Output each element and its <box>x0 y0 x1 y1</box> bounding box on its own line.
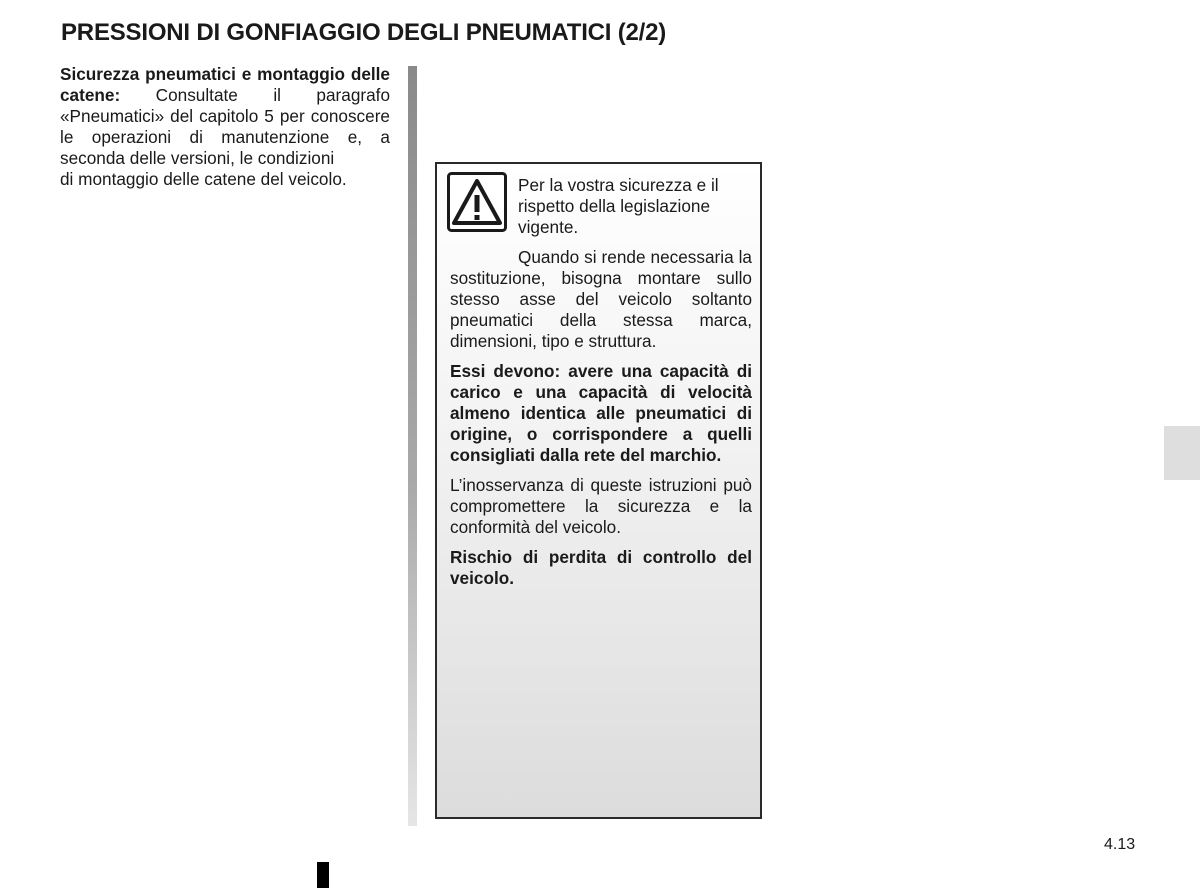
page-title: PRESSIONI DI GONFIAGGIO DEGLI PNEUMATICI (2/2) <box>61 19 667 46</box>
warning-paragraph-risk: Rischio di perdita di controllo del veicolo. <box>450 547 752 588</box>
warning-heading: Per la vostra sicurezza e il rispetto della legislazione vigente. <box>518 175 719 237</box>
crop-mark <box>317 862 329 888</box>
column-divider <box>408 66 417 826</box>
page-number: 4.13 <box>1104 836 1136 853</box>
warning-paragraph-capacity: Essi devono: avere una capacità di carico e una capacità di velocità almeno identica alle pneumatici di origine, o corrispondere a quelli consigliati dalla rete del marchio. <box>450 361 752 465</box>
intro-paragraph <box>60 64 390 190</box>
intro-bold-lead: Sicurezza pneumatici e montaggio delle catene: <box>60 64 390 105</box>
chapter-tab <box>1164 426 1200 480</box>
warning-paragraph-replacement: Quando si rende necessaria la sostituzione, bisogna montare sullo stesso asse del veicolo soltanto pneumatici della stessa marca, dimensioni, tipo e struttura. <box>450 247 752 351</box>
warning-box <box>435 162 762 819</box>
warning-paragraph-noncompliance: L’inosservanza di queste istruzioni può compromettere la sicurezza e la conformità del veicolo. <box>450 475 752 537</box>
intro-last-line: di montaggio delle catene del veicolo. <box>60 169 347 189</box>
intro-text: Consultate il paragrafo «Pneumatici» del capitolo 5 per conoscere le operazioni di manutenzione e, a seconda delle versioni, le condizioni <box>60 85 391 168</box>
warning-text <box>450 175 752 598</box>
